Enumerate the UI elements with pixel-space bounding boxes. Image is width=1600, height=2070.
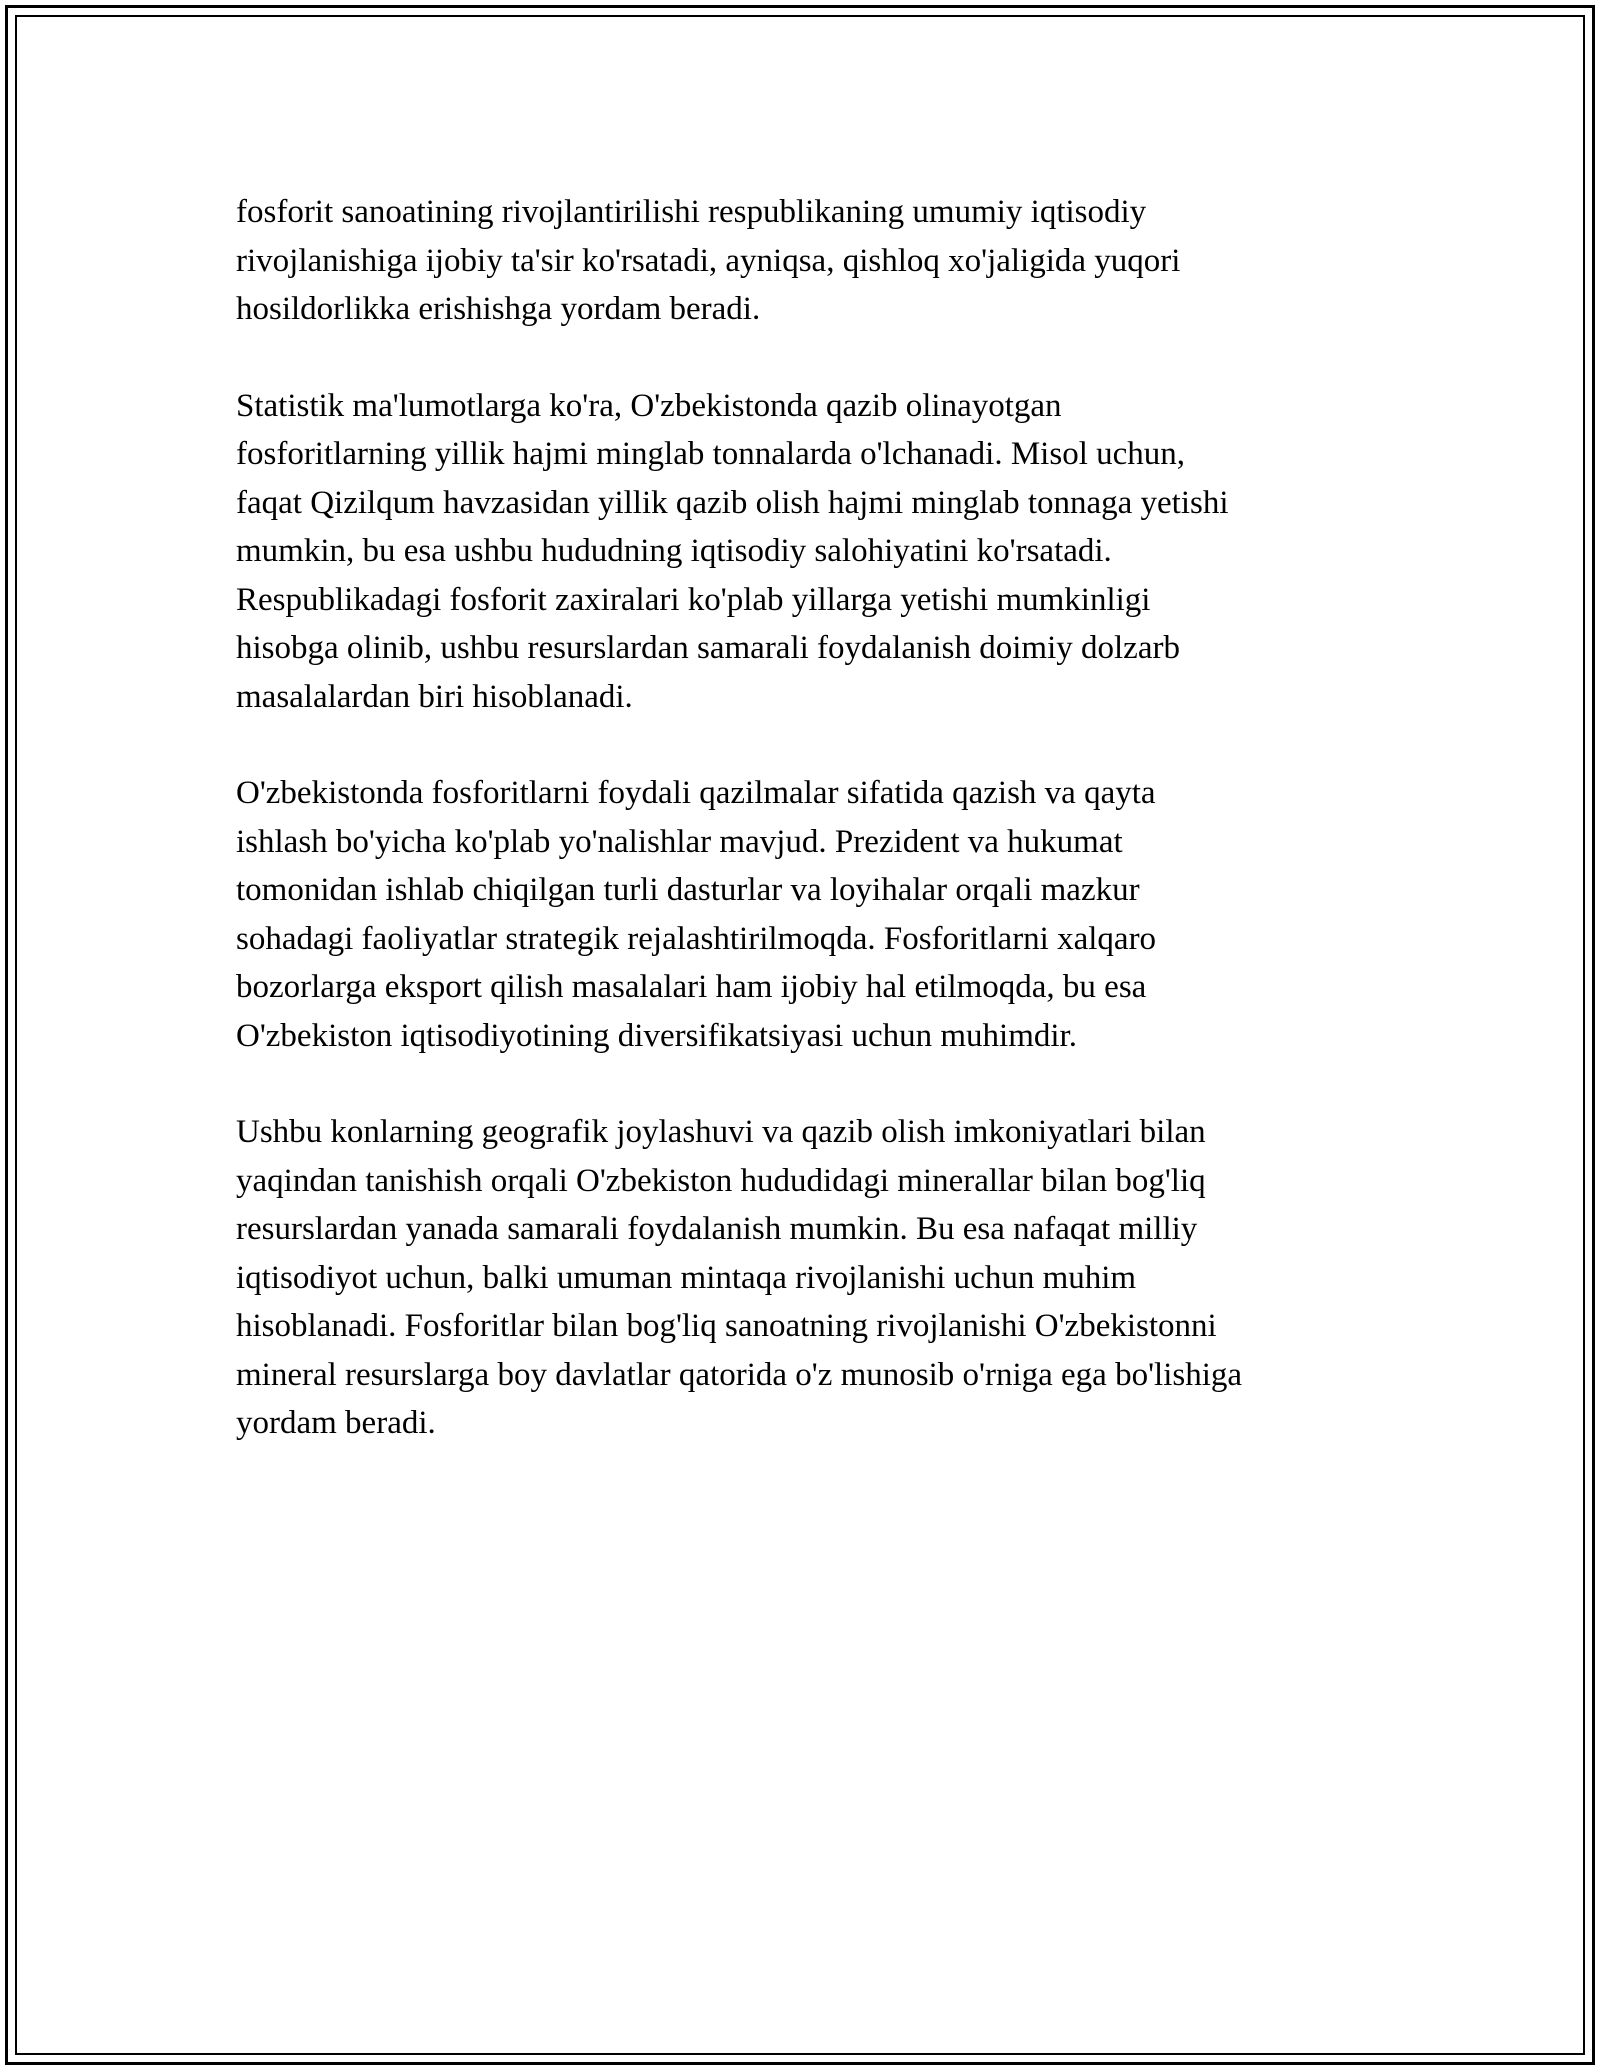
text-line: Ushbu konlarning geografik joylashuvi va qazib olish imkoniyatlari bilan bbox=[236, 1114, 1206, 1150]
text-line: fosforit sanoatining rivojlantirilishi respublikaning umumiy iqtisodiy bbox=[236, 194, 1147, 230]
text-line: resurslardan yanada samarali foydalanish mumkin. Bu esa nafaqat milliy bbox=[236, 1211, 1198, 1247]
text-line: faqat Qizilqum havzasidan yillik qazib olish hajmi minglab tonnaga yetishi bbox=[236, 484, 1229, 521]
text-line: Respublikadagi fosforit zaxiralari ko'plab yillarga yetishi mumkinligi bbox=[236, 581, 1151, 618]
document-body bbox=[236, 188, 1366, 1496]
text-line: O'zbekiston iqtisodiyotining diversifikatsiyasi uchun muhimdir. bbox=[236, 1017, 1077, 1054]
text-line: hisobga olinib, ushbu resurslardan samarali foydalanish doimiy dolzarb bbox=[236, 630, 1180, 666]
paragraph-3 bbox=[236, 769, 1366, 1060]
paragraph-4 bbox=[236, 1108, 1366, 1448]
paragraph-2 bbox=[236, 382, 1366, 722]
text-line: yaqindan tanishish orqali O'zbekiston hududidagi minerallar bilan bog'liq bbox=[236, 1162, 1206, 1199]
text-line: mineral resurslarga boy davlatlar qatorida o'z munosib o'rniga ega bo'lishiga bbox=[236, 1356, 1243, 1393]
text-line: ishlash bo'yicha ko'plab yo'nalishlar mavjud. Prezident va hukumat bbox=[236, 823, 1123, 860]
text-line: masalalardan biri hisoblanadi. bbox=[236, 678, 633, 715]
text-line: bozorlarga eksport qilish masalalari ham ijobiy hal etilmoqda, bu esa bbox=[236, 969, 1147, 1005]
text-line: sohadagi faoliyatlar strategik rejalashtirilmoqda. Fosforitlarni xalqaro bbox=[236, 920, 1157, 957]
paragraph-1 bbox=[236, 188, 1366, 334]
text-line: yordam beradi. bbox=[236, 1405, 436, 1441]
text-line: hisoblanadi. Fosforitlar bilan bog'liq sanoatning rivojlanishi O'zbekistonni bbox=[236, 1308, 1217, 1344]
text-line: Statistik ma'lumotlarga ko'ra, O'zbekistonda qazib olinayotgan bbox=[236, 387, 1062, 424]
text-line: hosildorlikka erishishga yordam beradi. bbox=[236, 291, 761, 327]
text-line: iqtisodiyot uchun, balki umuman mintaqa rivojlanishi uchun muhim bbox=[236, 1259, 1137, 1296]
text-line: O'zbekistonda fosforitlarni foydali qazilmalar sifatida qazish va qayta bbox=[236, 775, 1156, 811]
text-line: tomonidan ishlab chiqilgan turli dasturlar va loyihalar orqali mazkur bbox=[236, 872, 1140, 908]
text-line: rivojlanishiga ijobiy ta'sir ko'rsatadi, ayniqsa, qishloq xo'jaligida yuqori bbox=[236, 242, 1181, 279]
text-line: mumkin, bu esa ushbu hududning iqtisodiy salohiyatini ko'rsatadi. bbox=[236, 533, 1112, 569]
text-line: fosforitlarning yillik hajmi minglab tonnalarda o'lchanadi. Misol uchun, bbox=[236, 436, 1186, 472]
